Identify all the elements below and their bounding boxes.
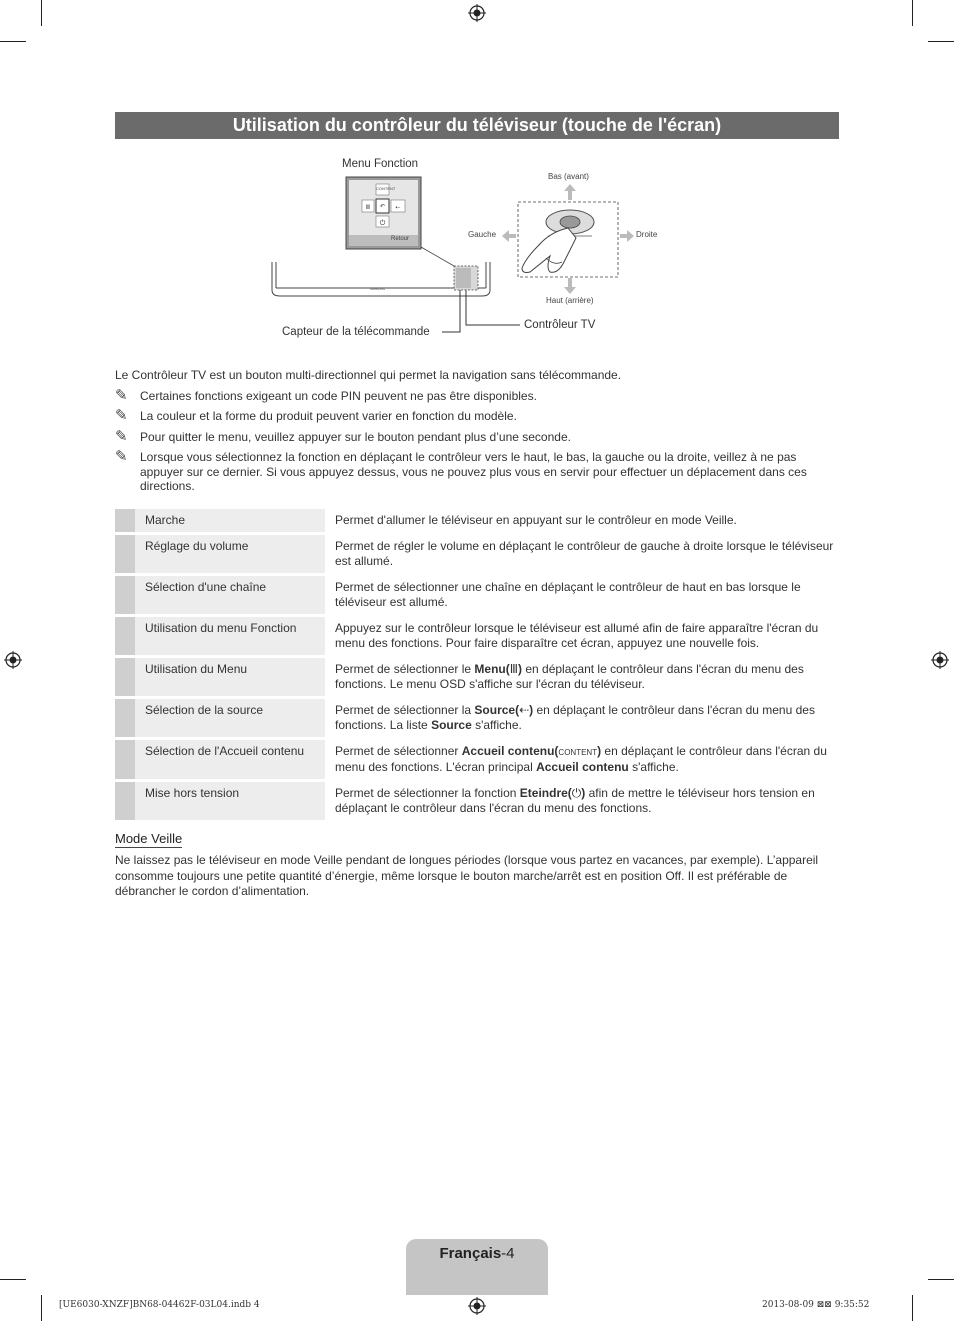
- svg-text:Ⅲ: Ⅲ: [365, 205, 371, 211]
- table-row: [115, 658, 839, 696]
- crop-mark: [912, 0, 913, 26]
- pencil-note-icon: ✎: [115, 407, 128, 424]
- row-marker: [115, 699, 135, 737]
- function-name: Sélection de l'Accueil contenu: [135, 740, 325, 779]
- crop-mark: [41, 1295, 42, 1321]
- droite-label: Droite: [636, 230, 658, 239]
- row-marker: [115, 535, 135, 573]
- desc-bold: Menu(: [474, 662, 510, 676]
- function-desc: Permet de régler le volume en déplaçant le contrôleur de gauche à droite lorsque le téléviseur est allumé.: [335, 539, 834, 568]
- row-marker: [115, 509, 135, 532]
- table-row: [115, 740, 839, 779]
- power-icon: ⏻: [571, 786, 582, 800]
- capteur-label: Capteur de la télécommande: [282, 326, 430, 338]
- registration-mark-icon: [468, 1297, 486, 1315]
- crop-mark: [41, 0, 42, 26]
- function-desc: [325, 699, 839, 737]
- haut-arriere-label: Haut (arrière): [546, 296, 594, 305]
- controller-diagram: [250, 150, 700, 360]
- function-desc: Permet d'allumer le téléviseur en appuyant sur le contrôleur en mode Veille.: [335, 513, 737, 527]
- crop-mark: [928, 1279, 954, 1280]
- pencil-note-icon: ✎: [115, 427, 128, 445]
- desc-bold: ): [581, 786, 586, 800]
- desc-bold: ): [597, 744, 602, 758]
- row-marker: [115, 617, 135, 655]
- language-label: Français: [439, 1245, 502, 1262]
- desc-part: s'affiche.: [628, 760, 679, 774]
- desc-part: Permet de sélectionner la fonction: [335, 786, 520, 800]
- desc-bold: Eteindre(: [519, 786, 572, 800]
- pencil-note-icon: ✎: [115, 386, 128, 404]
- table-row: [115, 535, 839, 573]
- crop-mark: [0, 1279, 26, 1280]
- function-desc: [325, 782, 839, 820]
- function-desc: [325, 740, 839, 779]
- page-number: 4: [506, 1245, 515, 1262]
- function-name: Sélection de la source: [135, 699, 325, 737]
- function-desc: [325, 658, 839, 696]
- row-marker: [115, 658, 135, 696]
- mode-veille-heading: Mode Veille: [115, 831, 183, 846]
- menu-icon: Ⅲ: [509, 662, 519, 676]
- crop-mark: [912, 1295, 913, 1321]
- content-icon: CONTENT: [558, 748, 598, 757]
- desc-part: s'affiche.: [471, 718, 522, 732]
- gauche-label: Gauche: [468, 230, 497, 239]
- function-name: Utilisation du Menu: [135, 658, 325, 696]
- row-marker: [115, 782, 135, 820]
- note: [115, 450, 839, 494]
- note-text: La couleur et la forme du produit peuvent varier en fonction du modèle.: [140, 409, 517, 423]
- source-icon: ⇠: [519, 703, 530, 717]
- desc-part: en déplaçant le contrôleur dans l'écran du menu des fonctions. Le menu OSD s'affiche sur l'écran du téléviseur.: [335, 662, 804, 691]
- svg-text:⇠: ⇠: [395, 205, 401, 211]
- functions-table: [115, 506, 839, 823]
- function-name: Marche: [135, 509, 325, 532]
- menu-fonction-label: Menu Fonction: [342, 158, 419, 170]
- registration-mark-icon: [4, 651, 22, 669]
- desc-part: Permet de sélectionner le: [335, 662, 475, 676]
- page-separator: -: [501, 1245, 507, 1262]
- intro-section: [115, 368, 839, 500]
- registration-mark-icon: [931, 651, 949, 669]
- table-row: [115, 782, 839, 820]
- function-name: Réglage du volume: [135, 535, 325, 573]
- page-title: Utilisation du contrôleur du téléviseur (touche de l'écran): [115, 112, 839, 139]
- mode-veille-text: Ne laissez pas le téléviseur en mode Veille pendant de longues périodes (lorsque vous partez en vacances, par exemple). L’appareil consomme toujours une petite quantité d’énergie, même lorsque le bouton marche/arrêt est en position Off. Il est préférable de débrancher le cordon d’alimentation.: [115, 853, 819, 898]
- retour-label: Retour: [391, 236, 410, 242]
- note-text: Lorsque vous sélectionnez la fonction en déplaçant le contrôleur vers le haut, le bas, la gauche ou la droite, veillez à ne pas appuyer sur ce dernier. Si vous appuyez dessus, vous ne pouvez plus vous en servir pour effectuer un déplacement dans ces directions.: [140, 450, 807, 493]
- function-name: Sélection d'une chaîne: [135, 576, 325, 614]
- print-timestamp: 2013-08-09 ⊠⊠ 9:35:52: [762, 1300, 870, 1310]
- note: [115, 427, 839, 445]
- registration-mark-icon: [468, 4, 486, 22]
- page-number-tab: [406, 1239, 548, 1295]
- print-file-info: [UE6030-XNZF]BN68-04462F-03L04.indb 4: [59, 1300, 260, 1310]
- bas-avant-label: Bas (avant): [548, 172, 589, 181]
- svg-text:↶: ↶: [379, 204, 386, 210]
- row-marker: [115, 576, 135, 614]
- desc-bold: Source(: [474, 703, 520, 717]
- brand-logo-text: SAMSUNG: [370, 287, 386, 291]
- desc-part: en déplaçant le contrôleur dans l'écran du menu des fonctions. L'écran principal: [335, 744, 827, 774]
- desc-bold: ): [529, 703, 534, 717]
- row-marker: [115, 740, 135, 779]
- desc-part: Permet de sélectionner la: [335, 703, 475, 717]
- desc-bold: Accueil contenu: [536, 760, 629, 774]
- note-text: Certaines fonctions exigeant un code PIN peuvent ne pas être disponibles.: [140, 388, 537, 403]
- crop-mark: [928, 41, 954, 42]
- crop-mark: [0, 41, 26, 42]
- table-row: [115, 617, 839, 655]
- desc-bold: Source: [431, 718, 472, 732]
- function-name: Mise hors tension: [135, 782, 325, 820]
- function-name: Utilisation du menu Fonction: [135, 617, 325, 655]
- table-row: [115, 699, 839, 737]
- note: [115, 409, 839, 424]
- intro-text: Le Contrôleur TV est un bouton multi-directionnel qui permet la navigation sans télécommande.: [115, 368, 622, 382]
- desc-part: en déplaçant le contrôleur dans l'écran du menu des fonctions. La liste: [335, 703, 815, 732]
- desc-part: Permet de sélectionner: [335, 744, 462, 758]
- svg-text:⏻: ⏻: [379, 220, 386, 227]
- controleur-tv-label: Contrôleur TV: [524, 319, 596, 331]
- note-text: Pour quitter le menu, veuillez appuyer sur le bouton pendant plus d’une seconde.: [140, 429, 571, 444]
- desc-bold: Accueil contenu(: [461, 744, 559, 758]
- pencil-note-icon: ✎: [115, 448, 128, 465]
- note: [115, 386, 839, 404]
- function-desc: Appuyez sur le contrôleur lorsque le téléviseur est allumé afin de faire apparaître l'écran du menu des fonctions. Pour faire disparaître cet écran, appuyez une nouvelle fois.: [335, 621, 819, 650]
- desc-bold: ): [518, 662, 523, 676]
- desc-part: afin de mettre le téléviseur hors tension en déplaçant le contrôleur dans l'écran du menu des fonctions.: [335, 786, 815, 815]
- content-label: CONTENT: [376, 186, 396, 191]
- table-row: [115, 576, 839, 614]
- table-row: [115, 509, 839, 532]
- function-desc: Permet de sélectionner une chaîne en déplaçant le contrôleur de haut en bas lorsque le téléviseur est allumé.: [335, 580, 801, 609]
